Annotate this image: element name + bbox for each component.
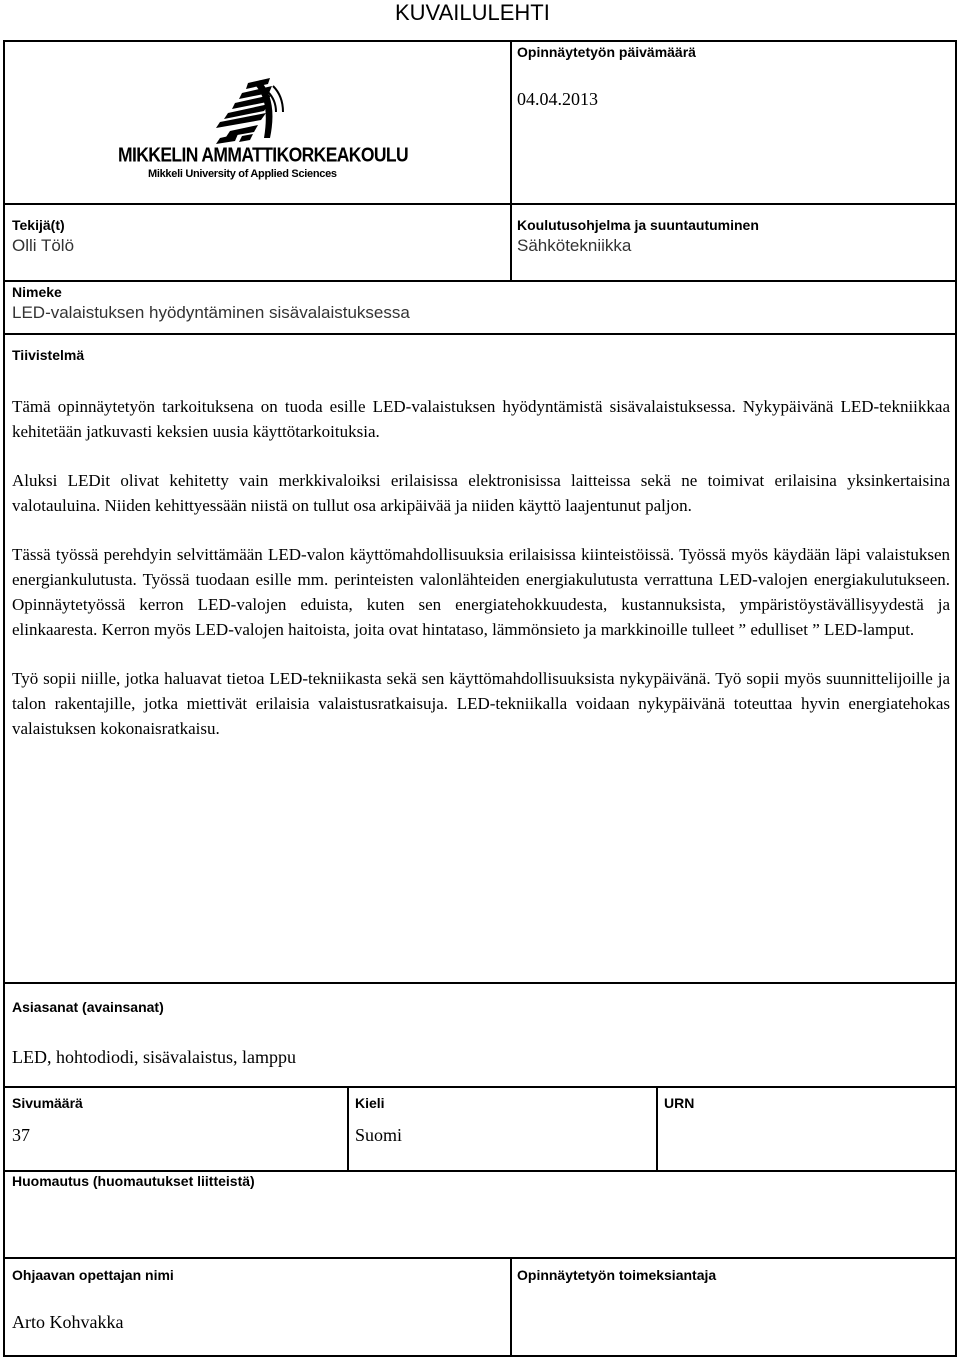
- abstract-paragraph: Tässä työssä perehdyin selvittämään LED-valon käyttömahdollisuuksia erilaisissa kiinteistöissä. Työssä myös käydään läpi valaistuksen energiankulutusta. Työssä tuodaan esille mm. perinteisten valonlähteiden energiakulutusta verrattuna LED-valojen energiakulutukseen. Opinnäytetyössä kerron LED-valojen eduista, kuten sen energiatehokkuudesta, kustannuksista, ympäristöystävällisyydestä ja elinkaaresta. Kerron myös LED-valojen haitoista, joita ovat hintataso, lämmönsieto ja markkinoille tulleet ” edulliset ” LED-lamput.: [12, 545, 950, 639]
- commissioner-label: Opinnäytetyön toimeksiantaja: [517, 1267, 717, 1283]
- divider: [510, 1257, 512, 1357]
- date-value: 04.04.2013: [517, 89, 598, 109]
- divider: [656, 1086, 658, 1171]
- divider: [510, 40, 512, 282]
- keywords-label: Asiasanat (avainsanat): [12, 999, 164, 1015]
- logo-english-text: Mikkeli University of Applied Sciences: [148, 168, 337, 180]
- divider: [3, 1257, 957, 1259]
- page-count-value: 37: [12, 1125, 30, 1145]
- program-value: Sähkötekniikka: [517, 236, 632, 255]
- divider: [3, 1170, 957, 1172]
- page-count-label: Sivumäärä: [12, 1095, 83, 1111]
- divider: [3, 333, 957, 335]
- program-label: Koulutusohjelma ja suuntautuminen: [517, 217, 759, 233]
- abstract-paragraph: Tämä opinnäytetyön tarkoituksena on tuoda esille LED-valaistuksen hyödyntämistä sisävalaistuksessa. Nykypäivänä LED-tekniikkaa kehitetään jatkuvasti keksien uusia käyttötarkoituksia.: [12, 397, 950, 441]
- supervisor-value: Arto Kohvakka: [12, 1312, 124, 1332]
- logo-name-text: MIKKELIN AMMATTIKORKEAKOULU: [118, 143, 409, 166]
- keywords-value: LED, hohtodiodi, sisävalaistus, lamppu: [12, 1047, 296, 1067]
- abstract-label: Tiivistelmä: [12, 347, 85, 363]
- divider: [3, 982, 957, 984]
- author-value: Olli Tölö: [12, 236, 75, 255]
- urn-label: URN: [664, 1095, 695, 1111]
- notes-label: Huomautus (huomautukset liitteistä): [12, 1173, 255, 1189]
- thesis-title-label: Nimeke: [12, 284, 62, 300]
- language-label: Kieli: [355, 1095, 385, 1111]
- abstract-body: [12, 394, 950, 765]
- supervisor-label: Ohjaavan opettajan nimi: [12, 1267, 174, 1283]
- language-value: Suomi: [355, 1125, 403, 1145]
- divider: [3, 280, 957, 282]
- divider: [347, 1086, 349, 1171]
- divider: [3, 1086, 957, 1088]
- divider: [3, 203, 957, 205]
- author-label: Tekijä(t): [12, 217, 65, 233]
- university-logo: [118, 40, 409, 182]
- date-label: Opinnäytetyön päivämäärä: [517, 44, 696, 60]
- thesis-title-value: LED-valaistuksen hyödyntäminen sisävalaistuksessa: [12, 303, 410, 322]
- abstract-paragraph: Aluksi LEDit olivat kehitetty vain merkkivaloiksi erilaisissa elektronisissa laitteissa sekä ne toimivat erilaisina yksinkertaisina valotauluina. Niiden kehittyessään niistä on tullut osa arkipäivää ja niiden käyttö laajentunut paljon.: [12, 471, 950, 515]
- document-title: KUVAILULEHTI: [395, 0, 550, 25]
- abstract-paragraph: Työ sopii niille, jotka haluavat tietoa LED-tekniikasta sekä sen käyttömahdollisuuksista nykypäivänä. Työ sopii myös suunnittelijoille ja talon rakentajille, jotka miettivät erilaisia valaistusratkaisuja. LED-tekniikalla voidaan nykypäivänä toteuttaa hyvin energiatehokas valaistuksen kokonaisratkaisu.: [12, 669, 950, 738]
